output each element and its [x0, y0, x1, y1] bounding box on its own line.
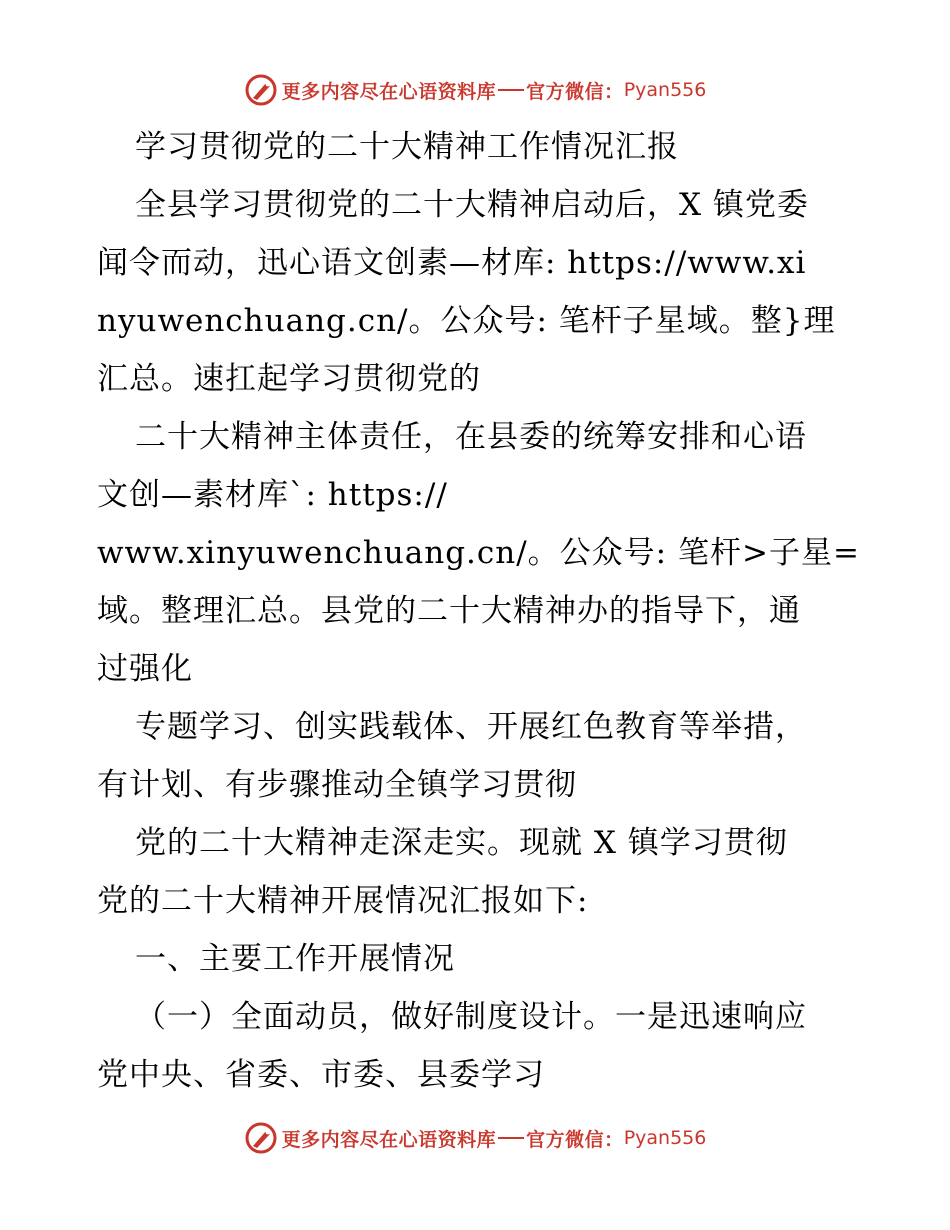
watermark-separator: [498, 89, 524, 91]
watermark-suffix: 官方微信：: [526, 80, 624, 103]
footer-watermark-banner: [0, 1118, 950, 1158]
watermark-text: 更多内容尽在心语资料库: [281, 80, 497, 103]
pen-logo-icon: [244, 1121, 278, 1155]
watermark-account: Pyan556: [623, 1127, 707, 1149]
pen-logo-icon: [244, 73, 278, 107]
header-watermark-banner: [0, 70, 950, 110]
subsection-heading: （一）全面动员，做好制度设计。一是迅速响应: [135, 999, 807, 1035]
body-line: 二十大精神主体责任，在县委的统筹安排和心语: [135, 419, 807, 455]
watermark-separator: [498, 1137, 524, 1139]
watermark-text: 更多内容尽在心语资料库: [281, 1128, 497, 1151]
body-line: 党的二十大精神走深走实。现就 X 镇学习贯彻: [135, 825, 788, 861]
body-line: 闻令而动，迅心语文创素—材库: https://www.xi: [97, 245, 807, 281]
section-heading: 一、主要工作开展情况: [135, 941, 455, 977]
document-title: 学习贯彻党的二十大精神工作情况汇报: [135, 129, 679, 165]
watermark-account: Pyan556: [623, 79, 707, 101]
body-line: www.xinyuwenchuang.cn/。公众号: 笔杆>子星=: [97, 535, 860, 571]
body-line: 域。整理汇总。县党的二十大精神办的指导下，通: [97, 593, 801, 629]
body-line: 汇总。速扛起学习贯彻党的: [97, 361, 481, 397]
body-line: 专题学习、创实践载体、开展红色教育等举措，: [135, 709, 807, 745]
body-line: 党中央、省委、市委、县委学习: [97, 1057, 545, 1093]
body-line: 文创—素材库`: https://: [97, 477, 448, 513]
body-line: 有计划、有步骤推动全镇学习贯彻: [97, 767, 577, 803]
body-line: 全县学习贯彻党的二十大精神启动后，X 镇党委: [135, 187, 809, 223]
body-line: 党的二十大精神开展情况汇报如下:: [97, 883, 589, 919]
body-line: 过强化: [97, 651, 193, 687]
watermark-suffix: 官方微信：: [526, 1128, 624, 1151]
body-line: nyuwenchuang.cn/。公众号: 笔杆子星域。整}理: [97, 303, 836, 339]
